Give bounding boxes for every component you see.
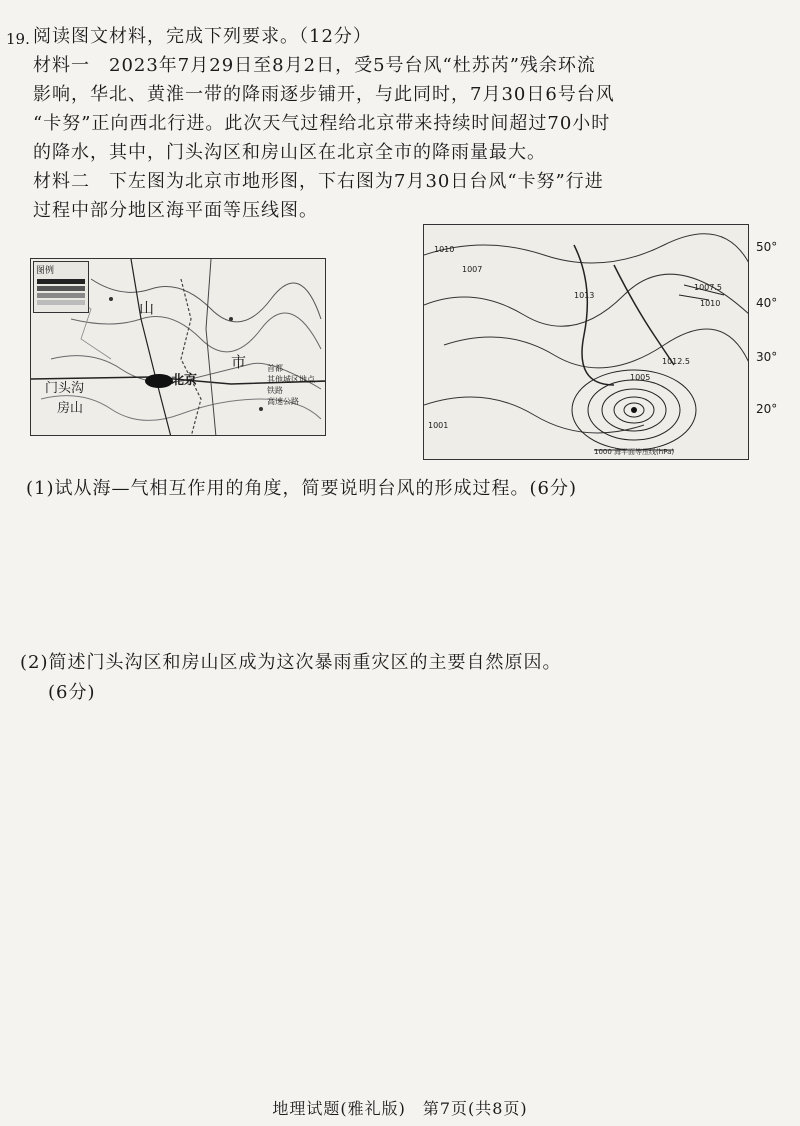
label-beijing: 北京	[171, 373, 198, 388]
isobar-label-5: 1012.5	[662, 357, 690, 366]
map-legend-box	[33, 261, 89, 313]
isobar-map	[423, 224, 749, 460]
scale-label: 1000 海平面等压线(hPa)	[594, 448, 675, 456]
label-mountain: 山	[139, 299, 155, 317]
material2-line1: 材料二 下左图为北京市地形图，下右图为7月30日台风“卡努”行进	[33, 171, 604, 192]
legend-item-highway: 高速公路	[267, 397, 299, 406]
legend-swatch-4	[37, 300, 85, 305]
material1-line1: 材料一 2023年7月29日至8月2日，受5号台风“杜苏芮”残余环流	[33, 55, 596, 76]
latitude-20: 20°	[756, 402, 778, 416]
legend-items	[267, 363, 315, 407]
subquestion-2-line1: (2)简述门头沟区和房山区成为这次暴雨重灾区的主要自然原因。	[20, 652, 562, 673]
legend-swatch-1	[37, 279, 85, 284]
subquestion-2-line2: (6分)	[48, 682, 96, 703]
legend-item-other: 其他城区地点	[267, 375, 315, 384]
legend-title: 图例	[36, 266, 55, 276]
isobar-label-7: 1001	[428, 421, 449, 430]
beijing-terrain-map	[30, 258, 326, 436]
isobar-map-graphic	[424, 225, 749, 460]
isobar-label-6: 1005	[630, 373, 651, 382]
latitude-50: 50°	[756, 240, 778, 254]
isobar-label-3: 1007.5	[694, 283, 722, 292]
label-city: 市	[231, 353, 247, 371]
question-number: 19.	[6, 30, 30, 48]
material1-line2: 影响，华北、黄淮一带的降雨逐步铺开，与此同时，7月30日6号台风	[33, 84, 615, 105]
question-header: 阅读图文材料，完成下列要求。（12分）	[33, 26, 372, 47]
isobar-label-4: 1010	[700, 299, 721, 308]
material2-line2: 过程中部分地区海平面等压线图。	[33, 200, 318, 221]
subquestion-1: (1)试从海—气相互作用的角度，简要说明台风的形成过程。(6分)	[26, 478, 577, 499]
material1-line4: 的降水，其中，门头沟区和房山区在北京全市的降雨量最大。	[33, 142, 546, 163]
legend-swatch-2	[37, 286, 85, 291]
isobar-label-0: 1010	[434, 245, 455, 254]
isobar-label-2: 1013	[574, 291, 595, 300]
legend-item-railway: 铁路	[267, 386, 283, 395]
isobar-label-1: 1007	[462, 265, 483, 274]
label-fangshan: 房山	[57, 401, 84, 416]
legend-swatch-3	[37, 293, 85, 298]
label-mentougou: 门头沟	[45, 381, 85, 396]
latitude-40: 40°	[756, 296, 778, 310]
page-footer: 地理试题(雅礼版) 第7页(共8页)	[272, 1099, 528, 1118]
latitude-30: 30°	[756, 350, 778, 364]
legend-item-capital: 首都	[267, 364, 283, 373]
material1-line3: “卡努”正向西北行进。此次天气过程给北京带来持续时间超过70小时	[33, 113, 611, 134]
